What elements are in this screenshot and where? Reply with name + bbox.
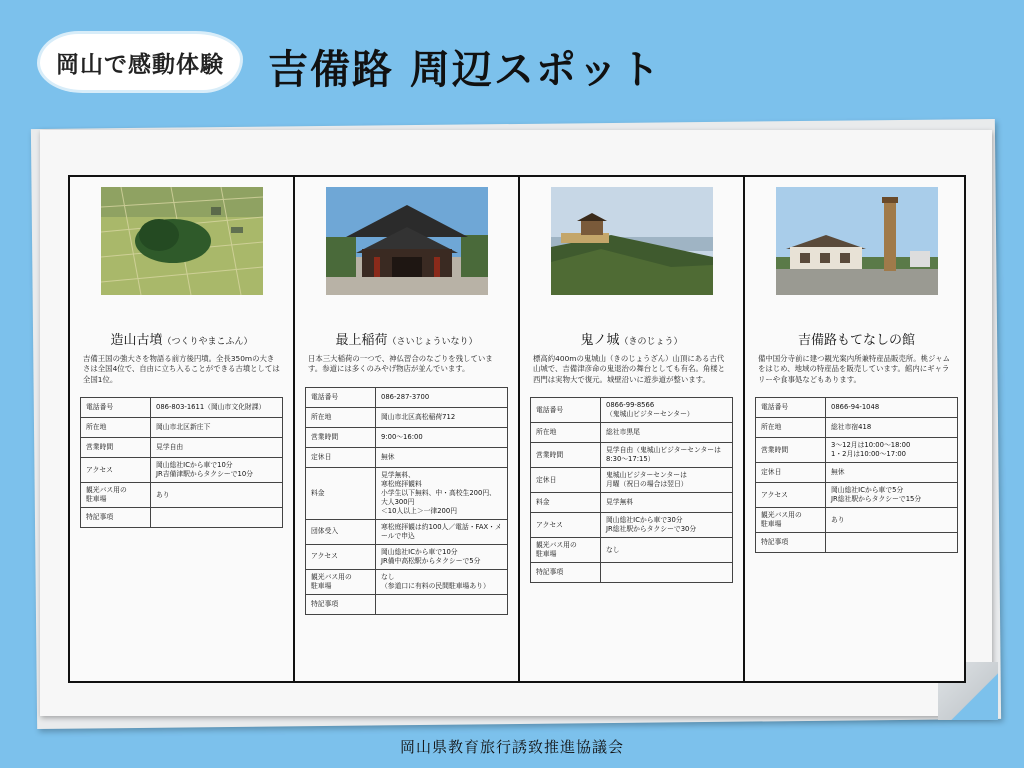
spot-title [530,329,733,348]
table-row [756,533,958,553]
row-value: 総社市黒尾 [601,423,733,443]
spot-name: 造山古墳 [110,333,163,348]
row-value: 岡山市北区高松稲荷712 [376,407,508,427]
row-label: 料金 [306,467,376,519]
table-row [531,443,733,468]
row-label: 所在地 [81,418,151,438]
spot-name: 鬼ノ城 [580,333,620,348]
table-row [531,468,733,493]
visitor-center-photo [776,187,938,295]
table-row [756,463,958,483]
row-label: 観光バス用の 駐車場 [756,508,826,533]
row-value: 岡山総社ICから車で10分 JR備中高松駅からタクシーで5分 [376,544,508,569]
row-value: 0866-99-8566 （鬼城山ビジターセンター） [601,398,733,423]
row-value: あり [151,483,283,508]
table-row [531,563,733,583]
organization-footer: 岡山県教育旅行誘致推進協議会 [399,738,624,756]
table-row [531,398,733,423]
spot-description: 吉備王国の強大さを物語る前方後円墳。全長350mの大きさは全国4位で、自由に立ち入ることができる古墳としては全国1位。 [83,354,280,384]
row-label: 特記事項 [306,594,376,614]
row-label: 電話番号 [756,398,826,418]
table-row [531,423,733,443]
row-label: 定休日 [531,468,601,493]
spot-column-saijoinari [295,177,520,681]
row-value [151,508,283,528]
row-value: 岡山市北区新庄下 [151,418,283,438]
row-value: 寒松庭拝観は約100人／電話・FAX・メールで申込 [376,519,508,544]
row-value [601,563,733,583]
spot-reading: （さいじょういなり） [387,337,478,347]
row-value: あり [826,508,958,533]
table-row [306,544,508,569]
spot-description: 標高約400mの鬼城山（きのじょうざん）山頂にある古代山城で、吉備津彦命の鬼退治の舞台としても有名。角楼と西門は実物大で復元。城壁沿いに遊歩道が整います。 [533,354,726,384]
info-table [305,387,508,615]
row-label: 所在地 [531,423,601,443]
row-value: 0866-94-1048 [826,398,958,418]
row-label: 電話番号 [306,387,376,407]
spots-board [68,175,966,683]
shrine-gate-photo [326,187,488,295]
spot-column-motenashi [745,177,968,681]
row-value: 総社市宿418 [826,418,958,438]
aerial-kofun-photo [101,187,263,295]
row-label: アクセス [756,483,826,508]
row-label: 特記事項 [81,508,151,528]
table-row [306,447,508,467]
row-label: アクセス [306,544,376,569]
table-row [756,508,958,533]
row-label: 電話番号 [531,398,601,423]
row-label: 観光バス用の 駐車場 [81,483,151,508]
row-label: 営業時間 [531,443,601,468]
page-title: 吉備路 周辺スポット [268,47,662,93]
row-value: 岡山総社ICから車で30分 JR総社駅からタクシーで30分 [601,513,733,538]
table-row [81,418,283,438]
row-value: 見学無料、 寒松庭拝観料 小学生以下無料、中・高校生200円、大人300円 ＜10人以上＞一律200円 [376,467,508,519]
row-value: 見学自由 [151,438,283,458]
row-value: 無休 [376,447,508,467]
spot-description: 備中国分寺前に建つ観光案内所兼特産品販売所。桃ジャムをはじめ、地域の特産品を販売しています。館内にギャラリーや食事処などもあります。 [758,354,951,384]
row-label: 営業時間 [756,438,826,463]
spot-reading: （きのじょう） [619,337,683,347]
row-value [376,594,508,614]
row-label: 所在地 [756,418,826,438]
row-label: 団体受入 [306,519,376,544]
table-row [81,398,283,418]
row-value: 086-287-3700 [376,387,508,407]
spot-reading: （つくりやまこふん） [162,337,253,347]
table-row [81,438,283,458]
row-label: 営業時間 [81,438,151,458]
table-row [756,438,958,463]
row-value: なし （参道口に有料の民間駐車場あり） [376,569,508,594]
table-row [306,519,508,544]
table-row [306,427,508,447]
table-row [81,508,283,528]
row-value: 岡山総社ICから車で5分 JR総社駅からタクシーで15分 [826,483,958,508]
table-row [306,594,508,614]
table-row [756,398,958,418]
row-label: 電話番号 [81,398,151,418]
info-table [530,397,733,583]
table-row [531,538,733,563]
spot-title [305,329,508,348]
spot-name: 最上稲荷 [335,333,388,348]
row-label: 定休日 [306,447,376,467]
row-value: 岡山総社ICから車で10分 JR吉備津駅からタクシーで10分 [151,458,283,483]
info-table [755,397,958,553]
row-label: 定休日 [756,463,826,483]
region-badge: 岡山で感動体験 [40,34,240,90]
info-table [80,397,283,528]
table-row [81,483,283,508]
table-row [756,483,958,508]
spot-column-kinojo [520,177,745,681]
table-row [756,418,958,438]
row-value: 鬼城山ビジターセンターは 月曜（祝日の場合は翌日） [601,468,733,493]
spot-name: 吉備路もてなしの館 [797,333,915,348]
castle-hill-photo [551,187,713,295]
row-value [826,533,958,553]
row-value: なし [601,538,733,563]
table-row [81,458,283,483]
spot-title [755,329,958,348]
row-value: 3～12月は10:00～18:00 1・2月は10:00～17:00 [826,438,958,463]
table-row [306,407,508,427]
row-label: 特記事項 [756,533,826,553]
row-value: 9:00～16:00 [376,427,508,447]
row-label: 料金 [531,493,601,513]
table-row [306,569,508,594]
table-row [306,387,508,407]
row-value: 見学自由（鬼城山ビジターセンターは8:30～17:15） [601,443,733,468]
table-row [531,493,733,513]
spot-column-tsukuriyama [70,177,295,681]
row-label: 特記事項 [531,563,601,583]
row-label: アクセス [81,458,151,483]
row-label: 所在地 [306,407,376,427]
spot-title [80,329,283,348]
row-label: 観光バス用の 駐車場 [531,538,601,563]
row-label: アクセス [531,513,601,538]
spot-description: 日本三大稲荷の一つで、神仏習合のなごりを残しています。参道には多くのみやげ物店が並んでいます。 [308,354,493,374]
row-label: 営業時間 [306,427,376,447]
row-value: 見学無料 [601,493,733,513]
row-value: 086-803-1611（岡山市文化財課） [151,398,283,418]
row-label: 観光バス用の 駐車場 [306,569,376,594]
table-row [306,467,508,519]
row-value: 無休 [826,463,958,483]
table-row [531,513,733,538]
